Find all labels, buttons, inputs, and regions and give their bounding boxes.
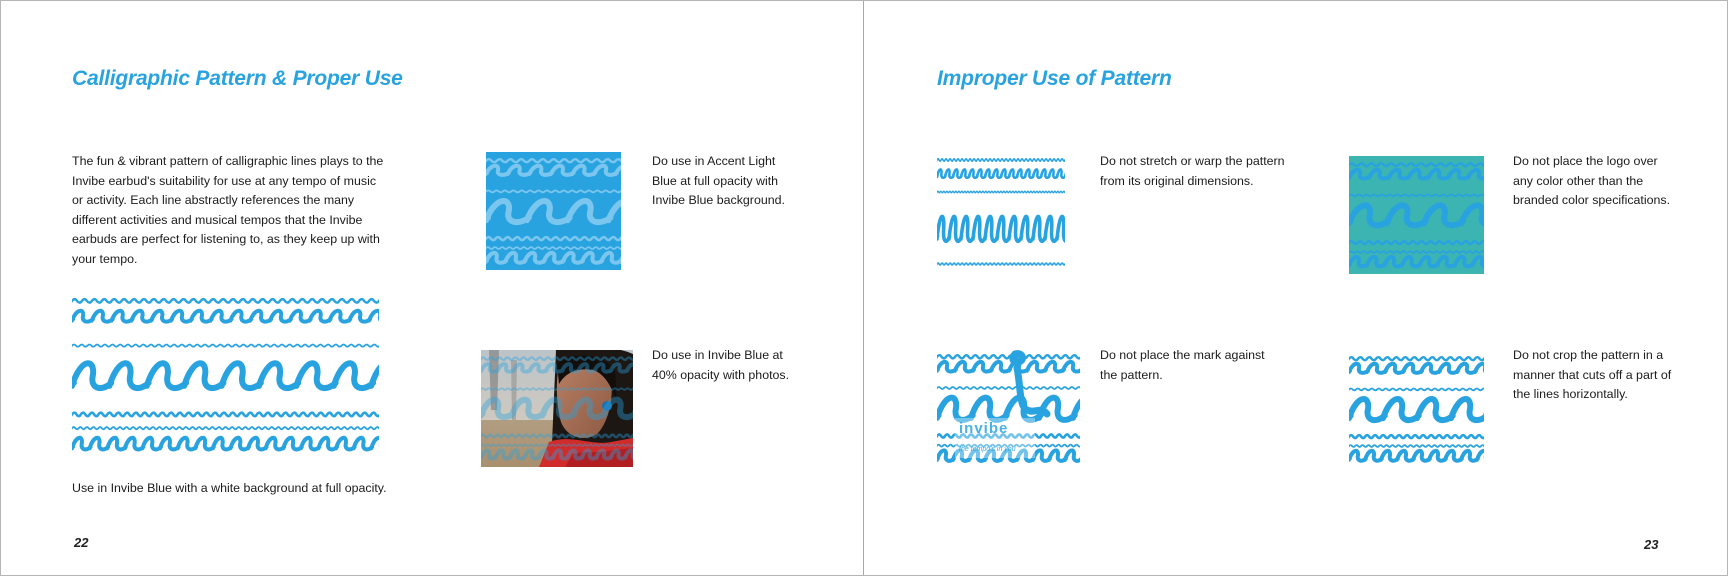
page-title: Improper Use of Pattern — [937, 67, 1172, 90]
example-photo-caption: Do use in Invibe Blue at 40% opacity with photos. — [652, 348, 790, 382]
pattern-light-blue-on-blue — [486, 152, 621, 270]
example-light-blue-caption: Do use in Accent Light Blue at full opacity with Invibe Blue background. — [652, 154, 785, 208]
page-number: 22 — [74, 535, 89, 550]
pattern-with-mark-example — [937, 348, 1080, 468]
page-title: Calligraphic Pattern & Proper Use — [72, 67, 403, 90]
pattern-main-caption: Use in Invibe Blue with a white background at full opacity. — [72, 481, 387, 495]
invibe-logo-wordmark: invibe — [959, 420, 1009, 437]
left-page — [1, 1, 863, 575]
invibe-logo-tagline: the tempo's in you — [959, 446, 1016, 453]
right-page — [864, 1, 1727, 575]
improper-stretch-caption: Do not stretch or warp the pattern from its original dimensions. — [1100, 154, 1285, 188]
pattern-white-background — [72, 290, 379, 462]
improper-mark-caption: Do not place the mark against the pattern. — [1100, 348, 1265, 382]
improper-color-caption: Do not place the logo over any color other than the branded color specifications. — [1513, 154, 1671, 208]
page-number: 23 — [1644, 537, 1659, 552]
improper-crop-caption: Do not crop the pattern in a manner that cuts off a part of the lines horizontally. — [1513, 348, 1672, 402]
pattern-cropped-example — [1349, 350, 1484, 468]
intro-paragraph: The fun & vibrant pattern of calligraphic lines plays to the Invibe earbud's suitability for use at any tempo of music or activity. Each line abstractly references the many different activities and musical tempos that the Invibe earbuds are perfect for listening to, as they keep up with your tempo. — [72, 154, 384, 266]
pattern-wrong-color-example — [1349, 156, 1484, 274]
photo-with-pattern — [481, 350, 633, 467]
pattern-stretched-example — [937, 154, 1065, 276]
